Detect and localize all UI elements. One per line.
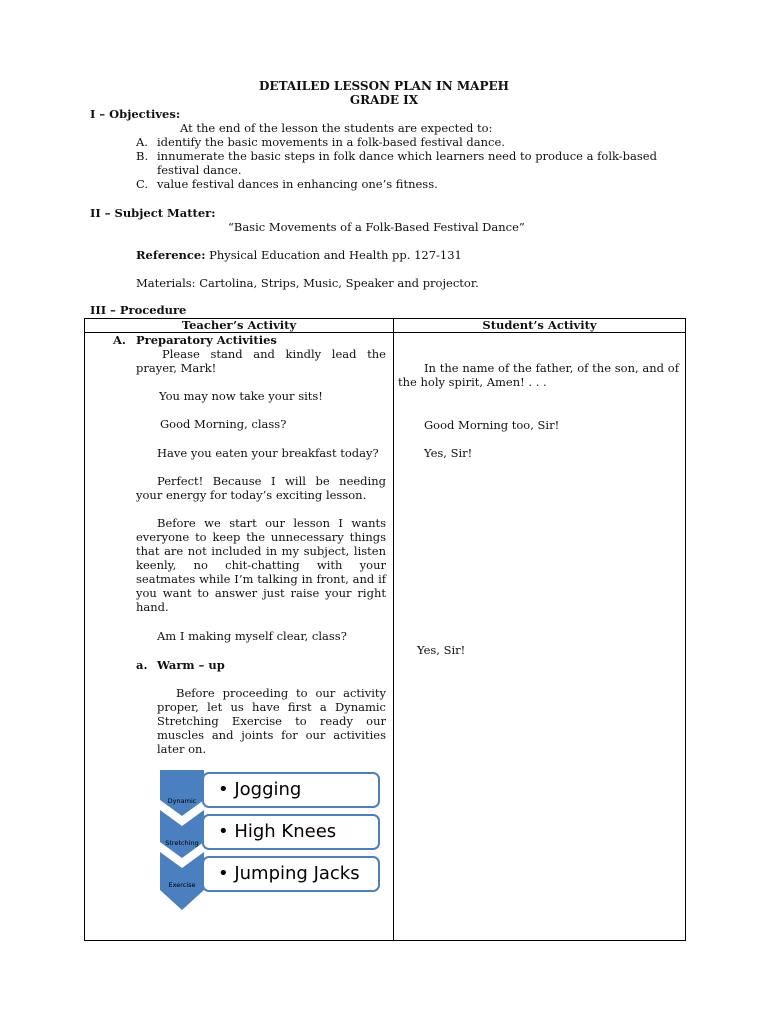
subject-matter-heading: II – Subject Matter: — [90, 206, 216, 220]
item-high-knees — [202, 814, 380, 850]
chevron-2 — [160, 810, 204, 858]
student-column-header: Student’s Activity — [394, 319, 686, 333]
warmup-text: Before proceeding to our activity proper, let us have first a Dynamic Stretching Exercise to ready our muscles and joints for our activities later on. — [157, 686, 386, 756]
section-letter: A. — [113, 333, 126, 347]
chevron-label-exercise: Exercise — [168, 881, 196, 889]
warmup-letter: a. — [136, 658, 148, 672]
teacher-morning: Good Morning, class? — [160, 417, 287, 431]
item-jumping-jacks-label: • Jumping Jacks — [218, 863, 360, 884]
teacher-prayer: Please stand and kindly lead the prayer, Mark! — [136, 347, 386, 375]
item-jogging-label: • Jogging — [218, 779, 302, 800]
reference-line — [136, 248, 462, 262]
student-morning: Good Morning too, Sir! — [424, 418, 560, 432]
chevron-label-stretching: Stretching — [165, 839, 199, 847]
teacher-rules: Before we start our lesson I wants everyone to keep the unnecessary things that are not included in my subject, listen keenly, no chit-chatting with your seatmates while I’m talking in front, and if you want to answer just raise your right hand. — [136, 516, 386, 614]
chevron-label-dynamic: Dynamic — [167, 797, 197, 805]
page-title: DETAILED LESSON PLAN IN MAPEH — [259, 79, 509, 93]
objective-letter-c: C. — [136, 177, 149, 191]
section-title: Preparatory Activities — [136, 333, 277, 347]
reference-value: Physical Education and Health pp. 127-131 — [205, 248, 462, 262]
subject-topic: “Basic Movements of a Folk-Based Festival Dance” — [228, 220, 525, 234]
item-jogging — [202, 772, 380, 808]
teacher-column-header: Teacher’s Activity — [85, 319, 394, 333]
objective-letter-a: A. — [136, 135, 148, 149]
objectives-intro: At the end of the lesson the students are expected to: — [180, 121, 493, 135]
materials-line: Materials: Cartolina, Strips, Music, Speaker and projector. — [136, 276, 479, 290]
objective-letter-b: B. — [136, 149, 149, 163]
warmup-title: Warm – up — [157, 658, 225, 672]
teacher-clear: Am I making myself clear, class? — [157, 629, 347, 643]
teacher-perfect: Perfect! Because I will be needing your energy for today’s exciting lesson. — [136, 474, 386, 502]
objective-b: innumerate the basic steps in folk dance which learners need to produce a folk-based — [157, 149, 657, 163]
chevron-1 — [160, 770, 204, 816]
grade-title: GRADE IX — [349, 93, 419, 107]
teacher-breakfast: Have you eaten your breakfast today? — [157, 446, 379, 460]
objective-b-cont: festival dance. — [157, 163, 242, 177]
student-prayer: In the name of the father, of the son, and of the holy spirit, Amen! . . . — [398, 361, 679, 389]
procedure-heading: III – Procedure — [90, 303, 187, 317]
objective-c: value festival dances in enhancing one’s fitness. — [157, 177, 438, 191]
objective-a: identify the basic movements in a folk-based festival dance. — [157, 135, 505, 149]
item-jumping-jacks — [202, 856, 380, 892]
student-yes-1: Yes, Sir! — [424, 446, 473, 460]
objectives-heading: I – Objectives: — [90, 107, 181, 121]
teacher-sits: You may now take your sits! — [159, 389, 323, 403]
item-high-knees-label: • High Knees — [218, 821, 337, 842]
reference-label: Reference: — [136, 248, 206, 262]
student-yes-2: Yes, Sir! — [417, 643, 466, 657]
